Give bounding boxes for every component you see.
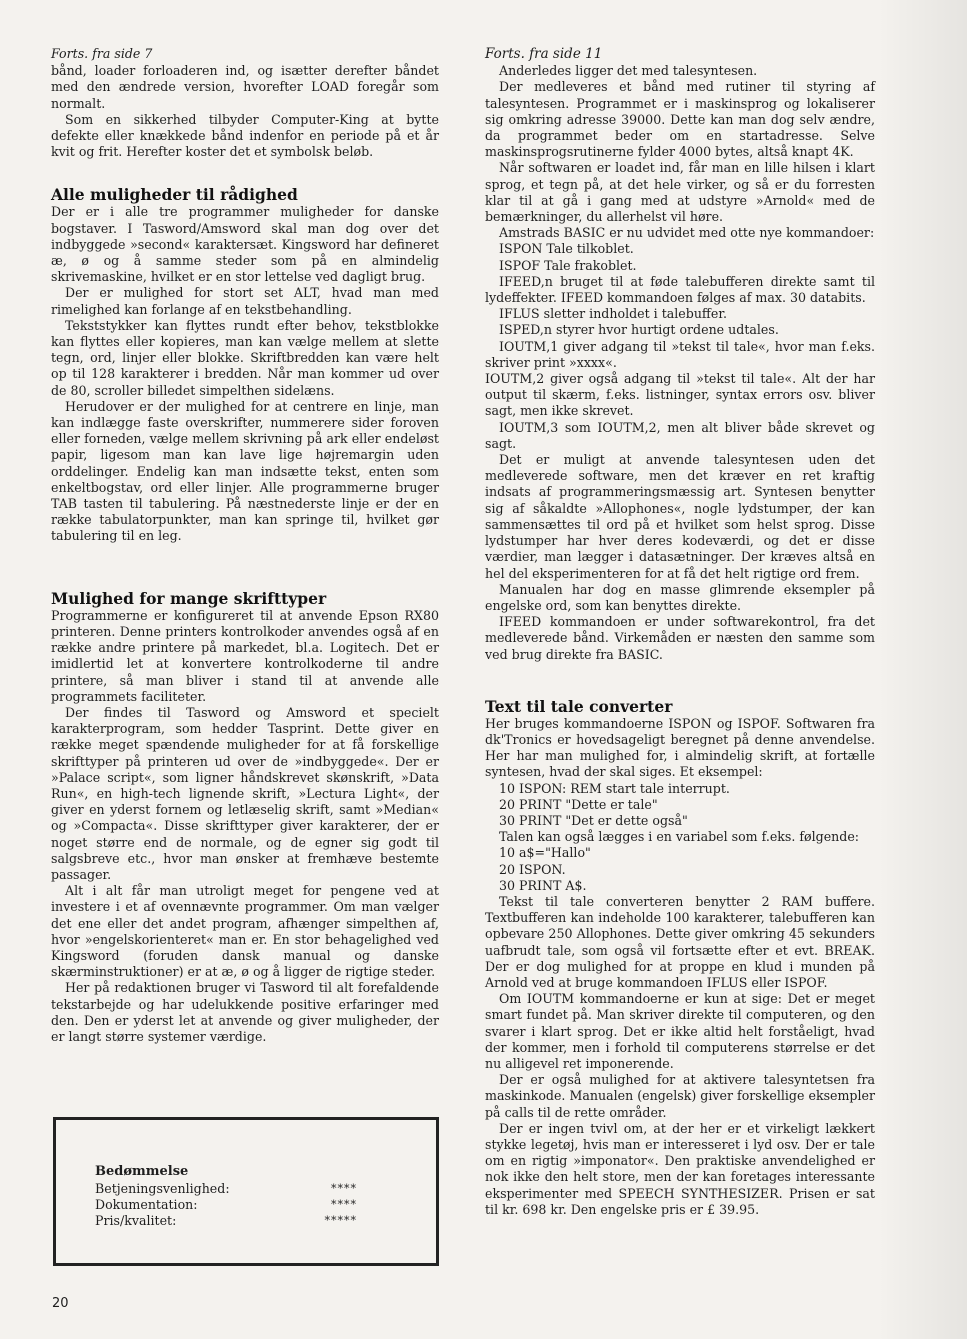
section-heading: Mulighed for mange skrifttyper [51,588,327,608]
left-column [51,46,439,1045]
code-line: 30 PRINT A$. [499,877,587,893]
command-line: IOUTM,3 som IOUTM,2, men alt bliver både skrevet og sagt. [485,419,875,451]
paragraph: Der er i alle tre programmer muligheder for danske bogstaver. I Tasword/Amsword skal man dog over det indbyggede »second« karaktersæt. Kingsword har defineret æ, ø og å samme steder som på en almindelig skrivemaskine, hvilket er en stor lettelse ved dagligt brug. [51,204,439,285]
paragraph: Manualen har dog en masse glimrende eksempler på engelske ord, som kan benyttes direkte. [485,581,875,613]
command-line: ISPED,n styrer hvor hurtigt ordene udtales. [499,322,779,338]
command-line: IFEED,n bruget til at føde talebufferen direkte samt til lydeffekter. IFEED kommandoen følges af max. 30 databits. [485,273,875,306]
command-line: IOUTM,2 giver også adgang til »tekst til tale«. Alt der har output til skærm, f.eks. listninger, syntax errors osv. bliver sagt, men ikke skrevet. [485,371,875,419]
code-line: 20 PRINT "Dette er tale" [499,796,658,812]
paragraph: Tekststykker kan flyttes rundt efter behov, tekstblokke kan flyttes eller kopieres, man kan vælge mellem at slette tegn, ord, linjer eller blokke. Skriftbredden kan være helt op til 128 karakterer i bredden. Når man kommer ud over de 80, scroller billedet simpelthen sidelæns. [51,317,439,398]
paragraph: IFEED kommandoen er under softwarekontrol, fra det medleverede bånd. Virkemåden er næsten den samme som ved brug direkte fra BASIC. [485,614,875,662]
rating-label: Betjeningsvenlighed: [95,1181,230,1196]
continued-from-label: Forts. fra side 7 [51,46,153,61]
paragraph: Amstrads BASIC er nu udvidet med otte nye kommandoer: [499,225,875,241]
rating-stars: **** [331,1198,357,1211]
rating-row [95,1181,357,1197]
paragraph: Her bruges kommandoerne ISPON og ISPOF. Softwaren fra dk'Tronics er hovedsageligt beregnet på denne anvendelse. Her har man mulighed for, i almindelig skrift, at fortælle syntesen, hvad der skal siges. Et eksempel: [485,715,875,780]
paragraph: Der er også mulighed for at aktivere talesyntetsen fra maskinkode. Manualen (engelsk) giver forskellige eksempler på calls til de rette områder. [485,1072,875,1120]
rating-row [95,1213,357,1229]
paragraph: Der er mulighed for stort set ALT, hvad man med rimelighed kan forlange af en tekstbehandling. [51,285,439,317]
page-edge-shadow [877,0,967,1339]
rating-row [95,1197,357,1213]
paragraph: Der er ingen tvivl om, at der her er et virkeligt lækkert stykke legetøj, hvis man er interesseret i lyd osv. Der er tale om en rigtig »imponator«. Den praktiske anvendelighed er nok ikke den helt store, men der kan foretages interessante eksperimenter med SPEECH SYNTHESIZER. Prisen er sat til kr. 698 kr. Den engelske pris er £ 39.95. [485,1120,875,1217]
paragraph: Herudover er der mulighed for at centrere en linje, man kan indlægge faste overskrifter, nummerere sider foroven eller forneden, vælge mellem skrivning på ark eller endeløst papir, ligesom man kan lave lige højremargin uden orddelinger. Endelig kan man indsætte tekst, enten som enkeltbogstav, ord eller linjer. Alle programmerne bruger TAB tasten til tabulering. På næstnederste linje er der en række tabulatorpunkter, man kan springe til, hvilket gør tabulering til en leg. [51,398,439,544]
section-heading: Alle muligheder til rådighed [51,185,298,205]
command-line: ISPOF Tale frakoblet. [499,257,637,273]
paragraph: Når softwaren er loadet ind, får man en lille hilsen i klart sprog, et tegn på, at det hele virker, og så er du forresten klar til at gå i gang med at udstyre »Arnold« med de bemærkninger, du allerhelst vil høre. [485,160,875,225]
page-number: 20 [52,1296,69,1311]
paragraph: Der medleveres et bånd med rutiner til styring af talesyntesen. Programmet er i maskinsprog og lokaliserer sig omkring adresse 39000. Dette kan man dog selv ændre, da programmet beder om en startadresse. Selve maskinsprogsrutinerne fylder 4000 bytes, altså knapt 4K. [485,79,875,160]
code-line: 30 PRINT "Det er dette også" [499,812,688,828]
rating-box [53,1117,439,1266]
continued-from-label: Forts. fra side 11 [485,46,603,62]
paragraph: Her på redaktionen bruger vi Tasword til alt forefaldende tekstarbejde og har udelukkende positive erfaringer med den. Den er yderst let at anvende og giver muligheder, der er langt større systemer værdige. [51,980,439,1044]
paragraph: Der findes til Tasword og Amsword et specielt karakterprogram, som hedder Tasprint. Dette giver en række meget spændende muligheder for at få forskellige skrifttyper på printeren ud over de »indbyggede«. Der er »Palace script«, som ligner håndskrevet skønskrift, »Data Run«, en high-tech lignende skrift, »Lectura Light«, der giver en yderst fornem og letlæselig skrift, samt »Median« og »Compacta«. Disse skrifttyper giver karakterer, der er noget større end de normale, og de egner sig godt til salgsbreve etc., hvor man ønsker at fremhæve bestemte passager. [51,704,439,882]
rating-title: Bedømmelse [95,1164,189,1179]
paragraph: bånd, loader forloaderen ind, og isætter derefter båndet med den ændrede version, hvorefter LOAD foregår som normalt. [51,63,439,111]
rating-stars: **** [331,1182,357,1195]
section-heading: Text til tale converter [485,696,673,716]
code-line: 10 a$="Hallo" [499,845,591,861]
paragraph: Som en sikkerhed tilbyder Computer-King at bytte defekte eller knækkede bånd indenfor en periode på et år kvit og frit. Herefter koster det et symbolsk beløb. [51,111,439,160]
paragraph: Programmerne er konfigureret til at anvende Epson RX80 printeren. Denne printers kontrolkoder anvendes også af en række andre printere på markedet, bl.a. Logitech. Det er imidlertid let at konvertere kontrolkoderne til andre printere, så man bliver i stand til at anvende alle programmets faciliteter. [51,607,439,704]
paragraph: Det er muligt at anvende talesyntesen uden det medleverede software, men det kræver en ret kraftig indsats af programmeringsmæssig art. Syntesen benytter sig af såkaldte »Allophones«, nogle lydstumper, der kan sammensættes til ord på et hvilket som helst sprog. Disse lydstumper har hver deres kodeværdi, og det er disse værdier, man lægger i datasætninger. Der kræves altså en hel del eksperimenteren for at få det helt rigtige ord frem. [485,452,875,581]
paragraph: Tekst til tale converteren benytter 2 RAM buffere. Textbufferen kan indeholde 100 karakterer, talebufferen kan opbevare 250 Allophones. Dette giver omkring 45 sekunders uafbrudt tale, som også vil fortsætte efter et evt. BREAK. Der er dog mulighed for at proppe en klud i munden på Arnold ved at bruge kommandoen IFLUS eller ISPOF. [485,893,875,990]
rating-label: Pris/kvalitet: [95,1213,177,1228]
paragraph: Talen kan også lægges i en variabel som f.eks. følgende: [499,829,860,845]
code-line: 20 ISPON. [499,861,566,877]
paragraph: Om IOUTM kommandoerne er kun at sige: Det er meget smart fundet på. Man skriver direkte til computeren, og den svarer i klart sprog. Det er ikke altid helt forståeligt, hvad der kommer, men i forhold til computerens størrelse er det nu alligevel ret imponerende. [485,991,875,1071]
paragraph: Anderledes ligger det med talesyntesen. [499,63,758,79]
code-line: 10 ISPON: REM start tale interrupt. [499,780,730,796]
rating-stars: ***** [324,1214,357,1227]
command-line: IFLUS sletter indholdet i talebuffer. [499,306,727,322]
rating-label: Dokumentation: [95,1197,198,1212]
command-line: ISPON Tale tilkoblet. [499,241,634,257]
paragraph: Alt i alt får man utroligt meget for pengene ved at investere i et af ovennævnte programmer. Om man vælger det ene eller det andet program, afhænger simpelthen af, hvor »engelskorienteret« man er. En stor behagelighed ved Kingsword (foruden dansk manual og danske skærminstruktioner) er at æ, ø og å ligger de rigtige steder. [51,883,439,980]
right-column [485,46,875,1218]
command-line: IOUTM,1 giver adgang til »tekst til tale«, hvor man f.eks. skriver print »xxxx«. [485,338,875,370]
